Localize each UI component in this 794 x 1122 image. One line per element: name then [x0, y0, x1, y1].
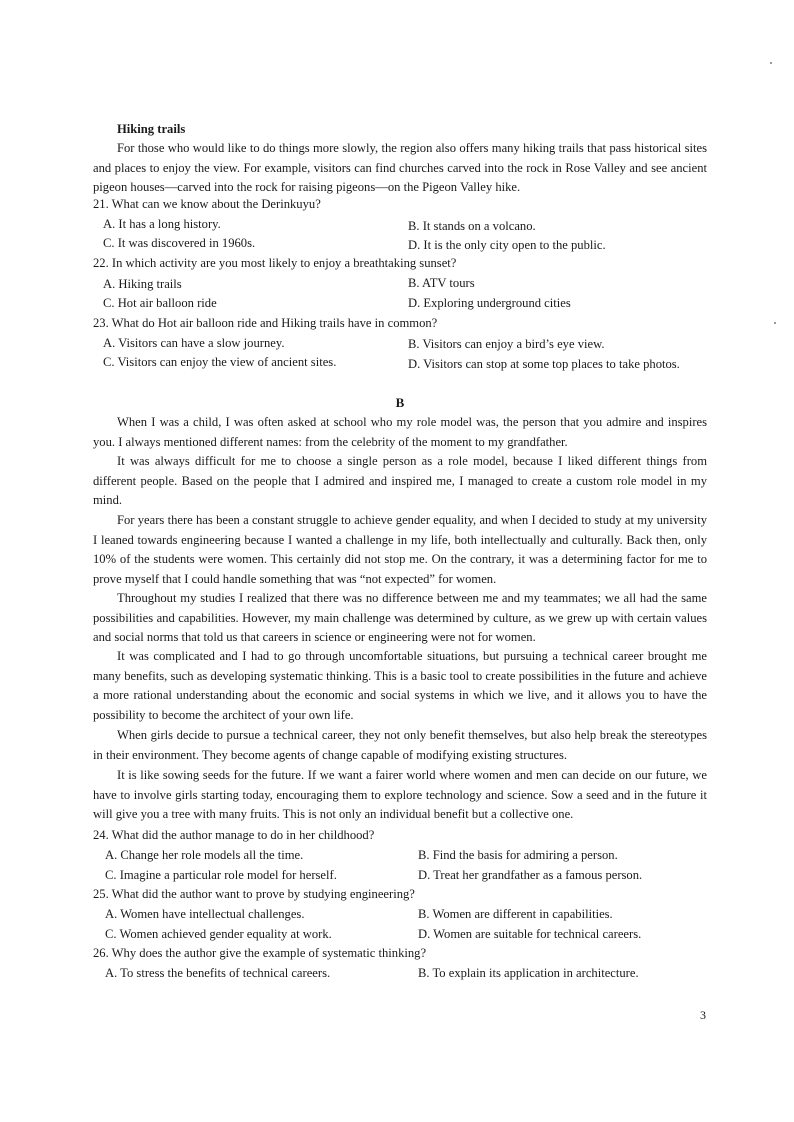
q25-option-c[interactable]: C. Women achieved gender equality at work.	[105, 927, 332, 941]
passage-b-paragraph-5	[93, 647, 707, 725]
question-23-stem: 23. What do Hot air balloon ride and Hiking trails have in common?	[93, 316, 438, 330]
passage-b-paragraph-3	[93, 511, 707, 589]
paragraph-text: When girls decide to pursue a technical career, they not only benefit themselves, but also help break the stereotypes in their environment. They become agents of change capable of modifying existing structures.	[93, 728, 707, 762]
paragraph-text: For years there has been a constant struggle to achieve gender equality, and when I decided to study at my university I leaned towards engineering because I wanted a challenge in my life, both intellectually and culturally. Back then, only 10% of the students were women. This certainly did not stop me. On the contrary, it was a determining factor for me to prove myself that I could handle something that was “not expected” for women.	[93, 513, 707, 586]
q21-option-a[interactable]: A. It has a long history.	[103, 217, 221, 231]
question-24-stem: 24. What did the author manage to do in her childhood?	[93, 828, 375, 842]
q22-option-b[interactable]: B. ATV tours	[408, 276, 475, 290]
q24-option-d[interactable]: D. Treat her grandfather as a famous person.	[418, 868, 643, 882]
q23-option-b[interactable]: B. Visitors can enjoy a bird’s eye view.	[408, 337, 605, 351]
hiking-paragraph	[93, 139, 707, 198]
q21-option-d[interactable]: D. It is the only city open to the public.	[408, 238, 606, 252]
paragraph-text: Throughout my studies I realized that there was no difference between me and my teammates; we all had the same possibilities and capabilities. However, my main challenge was determined by culture, as we grew up with certain values and social norms that told us that careers in science or engineering were not for women.	[93, 591, 707, 645]
paragraph-text: For those who would like to do things more slowly, the region also offers many hiking trails that pass historical sites and places to enjoy the view. For example, visitors can find churches carved into the rock in Rose Valley and see ancient pigeon houses—carved into the rock for raising pigeons—on the Pigeon Valley hike.	[93, 141, 707, 195]
question-26-stem: 26. Why does the author give the example of systematic thinking?	[93, 946, 427, 960]
paragraph-text: When I was a child, I was often asked at school who my role model was, the person that you admire and inspires you. I always mentioned different names: from the celebrity of the moment to my grandfather.	[93, 415, 707, 449]
page-number: 3	[700, 1008, 706, 1022]
q24-option-a[interactable]: A. Change her role models all the time.	[105, 848, 304, 862]
question-21-stem: 21. What can we know about the Derinkuyu?	[93, 197, 321, 211]
passage-b-paragraph-6	[93, 726, 707, 765]
q23-option-d[interactable]: D. Visitors can stop at some top places to take photos.	[408, 357, 680, 371]
q24-option-b[interactable]: B. Find the basis for admiring a person.	[418, 848, 618, 862]
q22-option-d[interactable]: D. Exploring underground cities	[408, 296, 571, 310]
q21-option-b[interactable]: B. It stands on a volcano.	[408, 219, 536, 233]
q23-option-a[interactable]: A. Visitors can have a slow journey.	[103, 336, 285, 350]
question-25-stem: 25. What did the author want to prove by studying engineering?	[93, 887, 415, 901]
q22-option-c[interactable]: C. Hot air balloon ride	[103, 296, 217, 310]
scan-mark	[774, 322, 776, 324]
section-heading-hiking: Hiking trails	[117, 122, 186, 136]
scan-mark	[770, 62, 772, 64]
q25-option-d[interactable]: D. Women are suitable for technical careers.	[418, 927, 642, 941]
q25-option-b[interactable]: B. Women are different in capabilities.	[418, 907, 613, 921]
paragraph-text: It is like sowing seeds for the future. If we want a fairer world where women and men can decide on our future, we have to involve girls starting today, encouraging them to explore technology and science. Sow a seed and in the future it will give you a tree with many fruits. This is not only an individual benefit but a collective one.	[93, 768, 707, 822]
passage-b-paragraph-7	[93, 766, 707, 825]
passage-b-paragraph-1	[93, 413, 707, 452]
q22-option-a[interactable]: A. Hiking trails	[103, 277, 182, 291]
passage-b-paragraph-4	[93, 589, 707, 648]
q26-option-b[interactable]: B. To explain its application in architecture.	[418, 966, 639, 980]
section-b-title: B	[395, 395, 405, 410]
q21-option-c[interactable]: C. It was discovered in 1960s.	[103, 236, 256, 250]
q25-option-a[interactable]: A. Women have intellectual challenges.	[105, 907, 305, 921]
q24-option-c[interactable]: C. Imagine a particular role model for herself.	[105, 868, 337, 882]
q26-option-a[interactable]: A. To stress the benefits of technical careers.	[105, 966, 331, 980]
paragraph-text: It was complicated and I had to go through uncomfortable situations, but pursuing a technical career brought me many benefits, such as developing systematic thinking. This is a basic tool to create possibilities in the future and achieve a more rational understanding about the economic and social systems in which we live, and it allows you to have the possibility to become the architect of your own life.	[93, 649, 707, 722]
passage-b-paragraph-2	[93, 452, 707, 511]
paragraph-text: It was always difficult for me to choose a single person as a role model, because I liked different things from different people. Based on the people that I admired and inspired me, I managed to create a custom role model in my mind.	[93, 454, 707, 508]
question-22-stem: 22. In which activity are you most likely to enjoy a breathtaking sunset?	[93, 256, 457, 270]
q23-option-c[interactable]: C. Visitors can enjoy the view of ancient sites.	[103, 355, 337, 369]
